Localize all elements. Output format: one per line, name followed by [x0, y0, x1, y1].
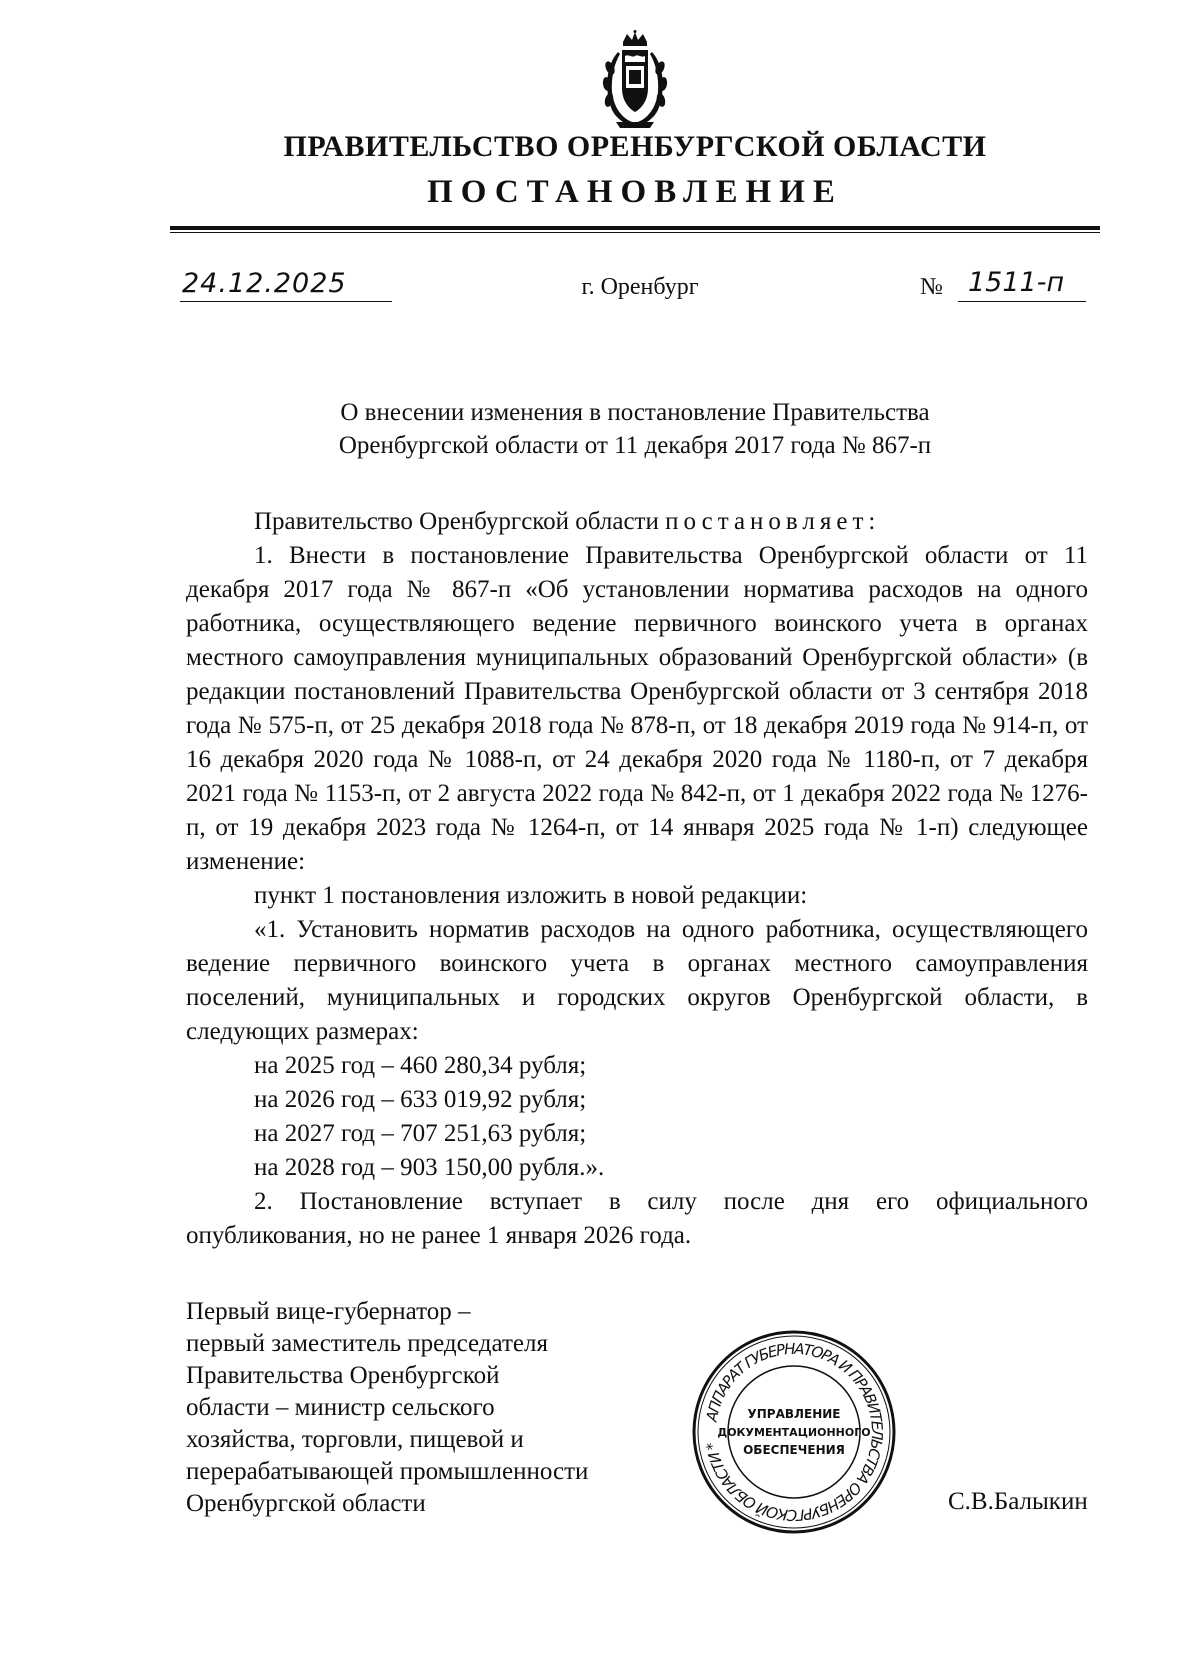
- subject-line: О внесении изменения в постановление Правительства: [340, 399, 930, 426]
- preamble: [186, 505, 1088, 539]
- document-subject: [170, 396, 1100, 462]
- signer-title-line: Первый вице-губернатор –: [186, 1298, 471, 1325]
- seal-center-line: ДОКУМЕНТАЦИОННОГО: [717, 1426, 871, 1439]
- amount-line: на 2028 год – 903 150,00 рубля.».: [254, 1154, 605, 1181]
- paragraph-item-1-sub: пункт 1 постановления изложить в новой редакции:: [254, 882, 808, 909]
- paragraph-item-2: 2. Постановление вступает в силу после дня его официального опубликования, но не ранее 1 января 2026 года.: [186, 1188, 1088, 1249]
- seal-center-line: ОБЕСПЕЧЕНИЯ: [743, 1443, 845, 1457]
- amount-line: на 2027 год – 707 251,63 рубля;: [254, 1120, 587, 1147]
- official-seal-icon: [690, 1328, 898, 1536]
- seal-center-line: УПРАВЛЕНИЕ: [747, 1407, 841, 1421]
- signer-title-line: первый заместитель председателя: [186, 1330, 548, 1357]
- organization-name: ПРАВИТЕЛЬСТВО ОРЕНБУРГСКОЙ ОБЛАСТИ: [283, 130, 987, 163]
- document-number: 1511-п: [968, 267, 1065, 298]
- preamble-lead: Правительство Оренбургской области: [254, 508, 666, 535]
- document-body: [186, 505, 1088, 1253]
- signer-title-line: Правительства Оренбургской: [186, 1362, 500, 1389]
- amount-line: на 2026 год – 633 019,92 рубля;: [254, 1086, 587, 1113]
- amount-line: на 2025 год – 460 280,34 рубля;: [254, 1052, 587, 1079]
- header-rule-thick: [170, 226, 1100, 230]
- signer-title: [186, 1296, 666, 1520]
- signer-title-line: Оренбургской области: [186, 1490, 426, 1517]
- number-underline: [958, 301, 1086, 302]
- seal-ring-text: АППАРАТ ГУБЕРНАТОРА И ПРАВИТЕЛЬСТВА ОРЕНБУРГСКОЙ ОБЛАСТИ *: [702, 1339, 887, 1525]
- date-underline: [180, 301, 392, 302]
- coat-of-arms-icon: [596, 30, 674, 130]
- paragraph-item-1: 1. Внести в постановление Правительства Оренбургской области от 11 декабря 2017 года № 867-п «Об установлении норматива расходов на одного работника, осуществляющего ведение первичного воинского учета в органах местного самоуправления муниципальных образований Оренбургской области» (в редакции постановлений Правительства Оренбургской области от 3 сентября 2018 года № 575-п, от 25 декабря 2018 года № 878-п, от 18 декабря 2019 года № 914-п, от 16 декабря 2020 года № 1088-п, от 24 декабря 2020 года № 1180-п, от 7 декабря 2021 года № 1153-п, от 2 августа 2022 года № 842-п, от 1 декабря 2022 года № 1276-п, от 19 декабря 2023 года № 1264-п, от 14 января 2025 года № 1-п) следующее изменение:: [186, 542, 1088, 875]
- signer-title-line: области – министр сельского: [186, 1394, 495, 1421]
- signer-name: С.В.Балыкин: [948, 1488, 1088, 1515]
- document-date: [182, 268, 392, 308]
- preamble-verb: постановляет:: [665, 508, 881, 535]
- document-type: ПОСТАНОВЛЕНИЕ: [427, 174, 843, 210]
- quoted-paragraph: «1. Установить норматив расходов на одного работника, осуществляющего ведение первичного воинского учета в органах местного самоуправления поселений, муниципальных и городских округов Оренбургской области, в следующих размерах:: [186, 916, 1088, 1045]
- number-label: №: [920, 274, 943, 300]
- date-value: 24.12.2025: [182, 268, 347, 299]
- city-label: г. Оренбург: [581, 274, 699, 300]
- signer-title-line: хозяйства, торговли, пищевой и: [186, 1426, 524, 1453]
- signer-title-line: перерабатывающей промышленности: [186, 1458, 589, 1485]
- subject-line: Оренбургской области от 11 декабря 2017 года № 867-п: [338, 432, 932, 459]
- header-rule-thin: [170, 232, 1100, 233]
